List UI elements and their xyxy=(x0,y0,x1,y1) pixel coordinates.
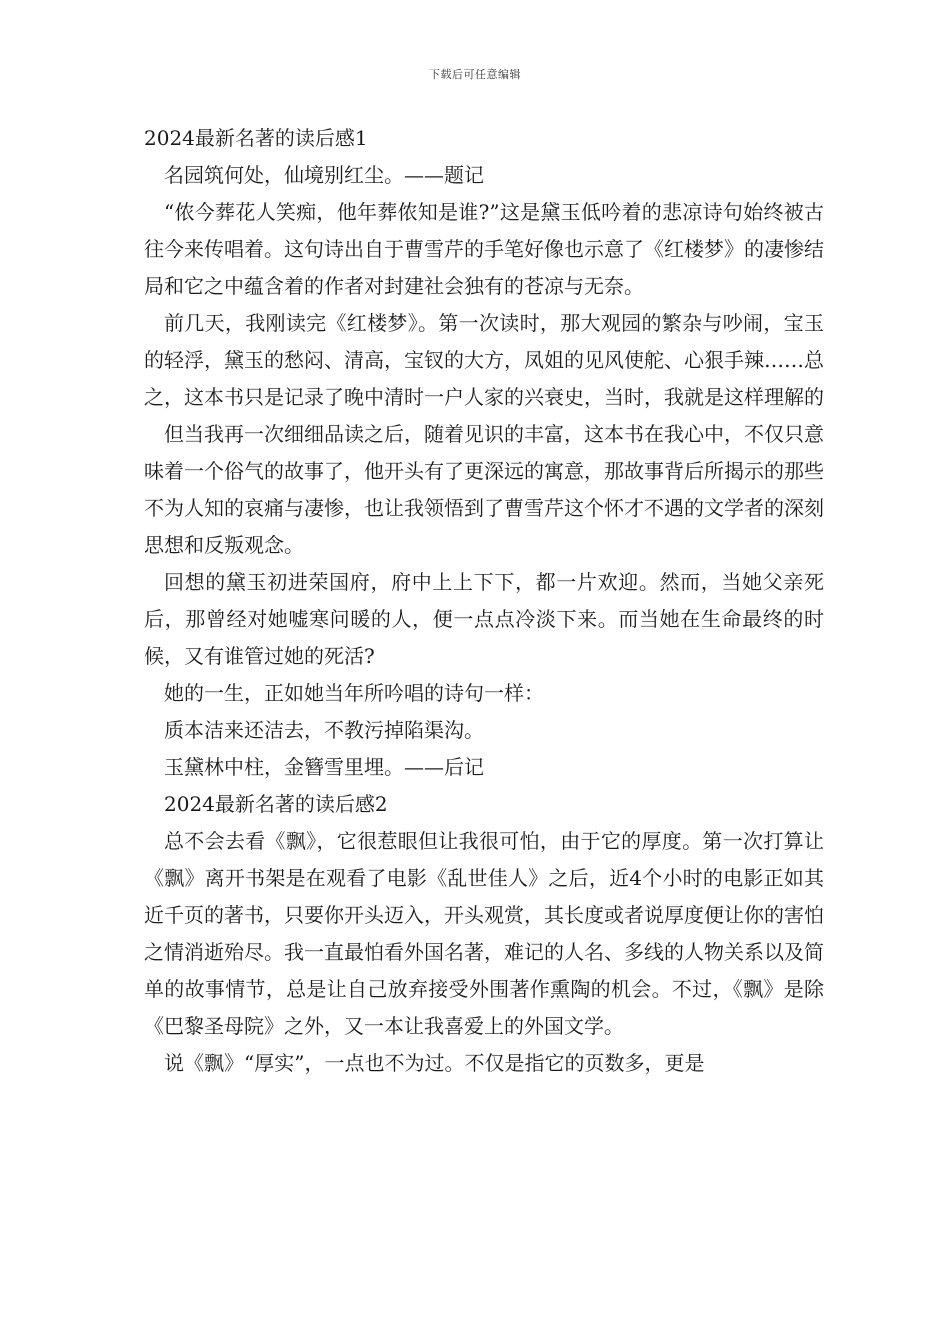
paragraph: 她的一生，正如她当年所吟唱的诗句一样： xyxy=(164,681,544,705)
paragraph: 前几天，我刚读完《红楼梦》。第一次读时，那大观园的繁杂与吵闹，宝玉的轻浮，黛玉的愁闷、清高，宝钗的大方，凤姐的见风使舵、心狠手辣……总之，这本书只是记录了晚中清时一户人家的兴衰史，当时，我就是这样理解的 xyxy=(144,311,824,409)
paragraph: 但当我再一次细细品读之后，随着见识的丰富，这本书在我心中，不仅只意味着一个俗气的故事了，他开头有了更深远的寓意，那故事背后所揭示的那些不为人知的哀痛与凄惨，也让我领悟到了曹雪芹这个怀才不遇的文学者的深刻思想和反叛观念。 xyxy=(144,422,824,557)
page-header: 下载后可任意编辑 xyxy=(429,68,521,81)
postscript: 玉黛林中柱，金簪雪里埋。——后记 xyxy=(164,755,484,779)
epigraph: 名园筑何处，仙境别红尘。——题记 xyxy=(164,163,484,187)
document-body xyxy=(144,120,824,1082)
paragraph: 说《飘》“厚实”，一点也不为过。不仅是指它的页数多，更是 xyxy=(164,1051,705,1075)
paragraph: 总不会去看《飘》，它很惹眼但让我很可怕，由于它的厚度。第一次打算让《飘》离开书架是在观看了电影《乱世佳人》之后，近4个小时的电影正如其近千页的著书，只要你开头迈入，开头观赏，其长度或者说厚度便让你的害怕之情消逝殆尽。我一直最怕看外国名著，难记的人名、多线的人物关系以及简单的故事情节，总是让自己放弃接受外围著作熏陶的机会。不过，《飘》是除《巴黎圣母院》之外，又一本让我喜爱上的外国文学。 xyxy=(144,829,824,1038)
paragraph: 回想的黛玉初进荣国府，府中上上下下，都一片欢迎。然而，当她父亲死后，那曾经对她嘘寒问暖的人，便一点点冷淡下来。而当她在生命最终的时候，又有谁管过她的死活? xyxy=(144,570,824,668)
essay-title-1: 2024最新名著的读后感1 xyxy=(144,126,368,150)
poem-line: 质本洁来还洁去，不教污掉陷渠沟。 xyxy=(164,718,484,742)
essay-title-2: 2024最新名著的读后感2 xyxy=(164,792,388,816)
paragraph: “侬今葬花人笑痴，他年葬侬知是谁?”这是黛玉低吟着的悲凉诗句始终被古往今来传唱着。这句诗出自于曹雪芹的手笔好像也示意了《红楼梦》的凄惨结局和它之中蕴含着的作者对封建社会独有的苍凉与无奈。 xyxy=(144,200,824,298)
